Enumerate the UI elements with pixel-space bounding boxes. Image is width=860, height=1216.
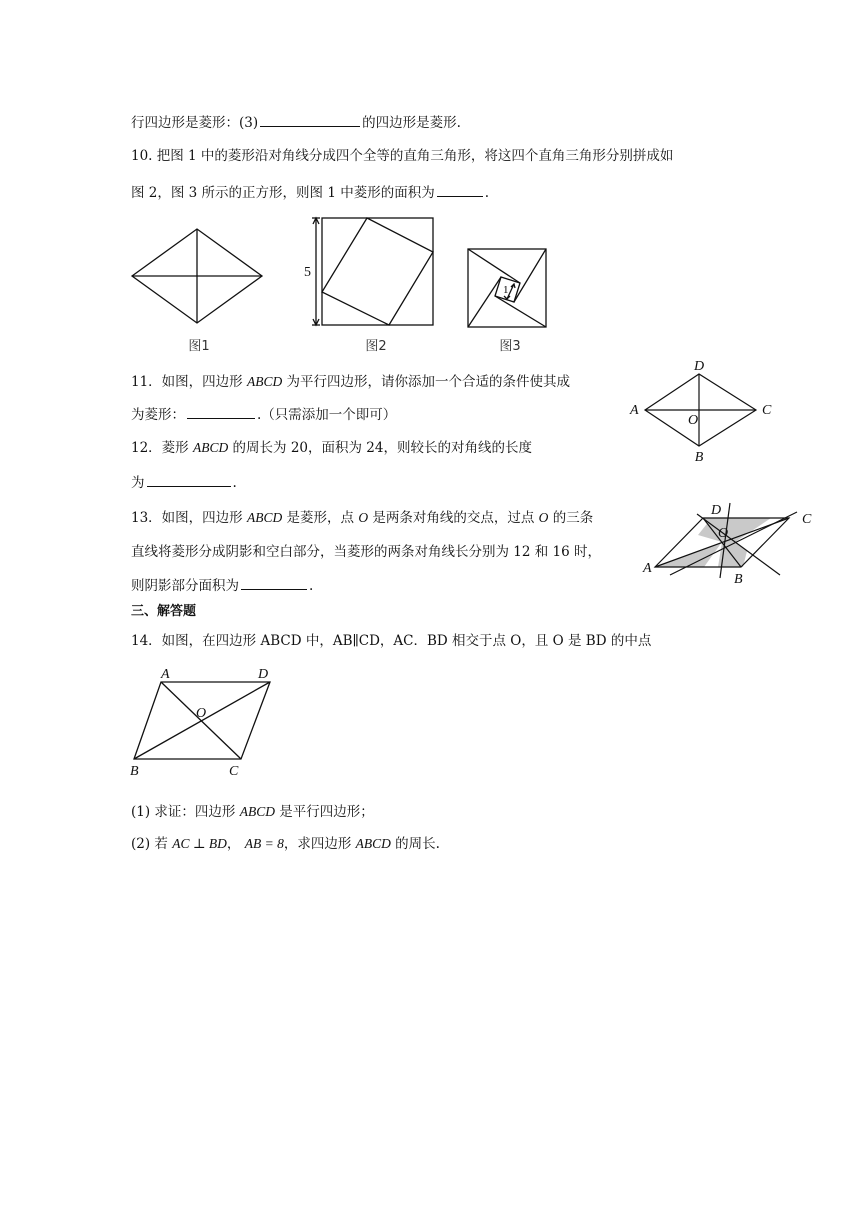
q13-line2: 直线将菱形分成阴影和空白部分，当菱形的两条对角线长分别为 12 和 16 时， [131, 544, 602, 560]
q11-label-d: D [693, 359, 705, 374]
q11-text-2: 为平行四边形，请你添加一个合适的条件使其成 [282, 374, 571, 390]
q14-line1: 14．如图，在四边形 ABCD 中，AB∥CD，AC．BD 相交于点 O，且 O 是 BD 的中点 [131, 633, 652, 649]
q14-cond-ab: AB = 8 [244, 836, 284, 851]
q13-text: 13．如图，四边形 [131, 510, 247, 526]
q14-part2-text-2: ，求四边形 [283, 836, 356, 852]
q14-label-o: O [196, 706, 207, 721]
q13-text-6: . [309, 578, 314, 594]
section3-heading: 三、解答题 [131, 604, 197, 619]
q9-text: 行四边形是菱形：(3) [131, 115, 259, 131]
q13-text-3: 是两条对角线的交点，过点 [368, 510, 539, 526]
q10-text: 图 2，图 3 所示的正方形，则图 1 中菱形的面积为 [131, 185, 435, 201]
fig3-caption: 图3 [499, 339, 521, 354]
q11-label-b: B [694, 450, 704, 465]
q14-part2-abcd: ABCD [355, 836, 391, 851]
q13-label-c: C [802, 512, 812, 527]
q14-part2 [131, 834, 440, 854]
q13-abcd: ABCD [246, 510, 283, 525]
q14-part2-comma: ， [226, 836, 245, 852]
fig3-inner-label: 1 [503, 284, 509, 296]
fig1-caption: 图1 [188, 339, 210, 354]
q12-text: 12．菱形 [131, 440, 193, 456]
q11-text-4: .（只需添加一个即可） [257, 407, 397, 423]
q11-text-3: 为菱形： [131, 407, 185, 423]
q14-part1-text: (1) 求证：四边形 [131, 804, 240, 820]
q13-text-2: 是菱形，点 [282, 510, 359, 526]
q14-cond-perpendicular: AC ⊥ BD [172, 836, 227, 851]
q9-text-end: 的四边形是菱形. [362, 115, 461, 131]
q13-text-5: 则阴影部分面积为 [131, 578, 239, 594]
q11-text: 11．如图，四边形 [131, 374, 247, 390]
q13-label-o: O [718, 526, 729, 541]
q13-label-d: D [711, 503, 722, 518]
q14-label-a: A [161, 667, 170, 682]
q12-text-2: 的周长为 20，面积为 24，则较长的对角线的长度 [228, 440, 532, 456]
q12-text-4: . [232, 475, 237, 491]
q13-label-b: B [734, 572, 743, 587]
q14-label-d: D [258, 667, 269, 682]
q13-label-a: A [643, 561, 652, 576]
fig2-side-label: 5 [304, 265, 311, 280]
q13-o1: O [358, 510, 369, 525]
q13-text-4: 的三条 [548, 510, 594, 526]
q14-part1 [131, 802, 374, 822]
q11-abcd: ABCD [246, 374, 283, 389]
q11-label-o: O [688, 413, 699, 428]
q14-part2-text: (2) 若 [131, 836, 173, 852]
q14-part2-text-3: 的周长. [390, 836, 440, 852]
q13-o2: O [538, 510, 549, 525]
q10-period: . [484, 185, 490, 201]
q11-label-a: A [630, 403, 639, 418]
q14-part1-abcd: ABCD [239, 804, 275, 819]
q14-label-c: C [229, 764, 239, 779]
q14-part1-text-2: 是平行四边形； [274, 804, 374, 820]
q10-line1: 10. 把图 1 中的菱形沿对角线分成四个全等的直角三角形，将这四个直角三角形分别拼成如 [131, 148, 674, 164]
fig2-caption: 图2 [365, 339, 387, 354]
q14-label-b: B [130, 764, 139, 779]
q12-text-3: 为 [131, 475, 145, 491]
q11-label-c: C [762, 403, 772, 418]
q12-abcd: ABCD [192, 440, 229, 455]
